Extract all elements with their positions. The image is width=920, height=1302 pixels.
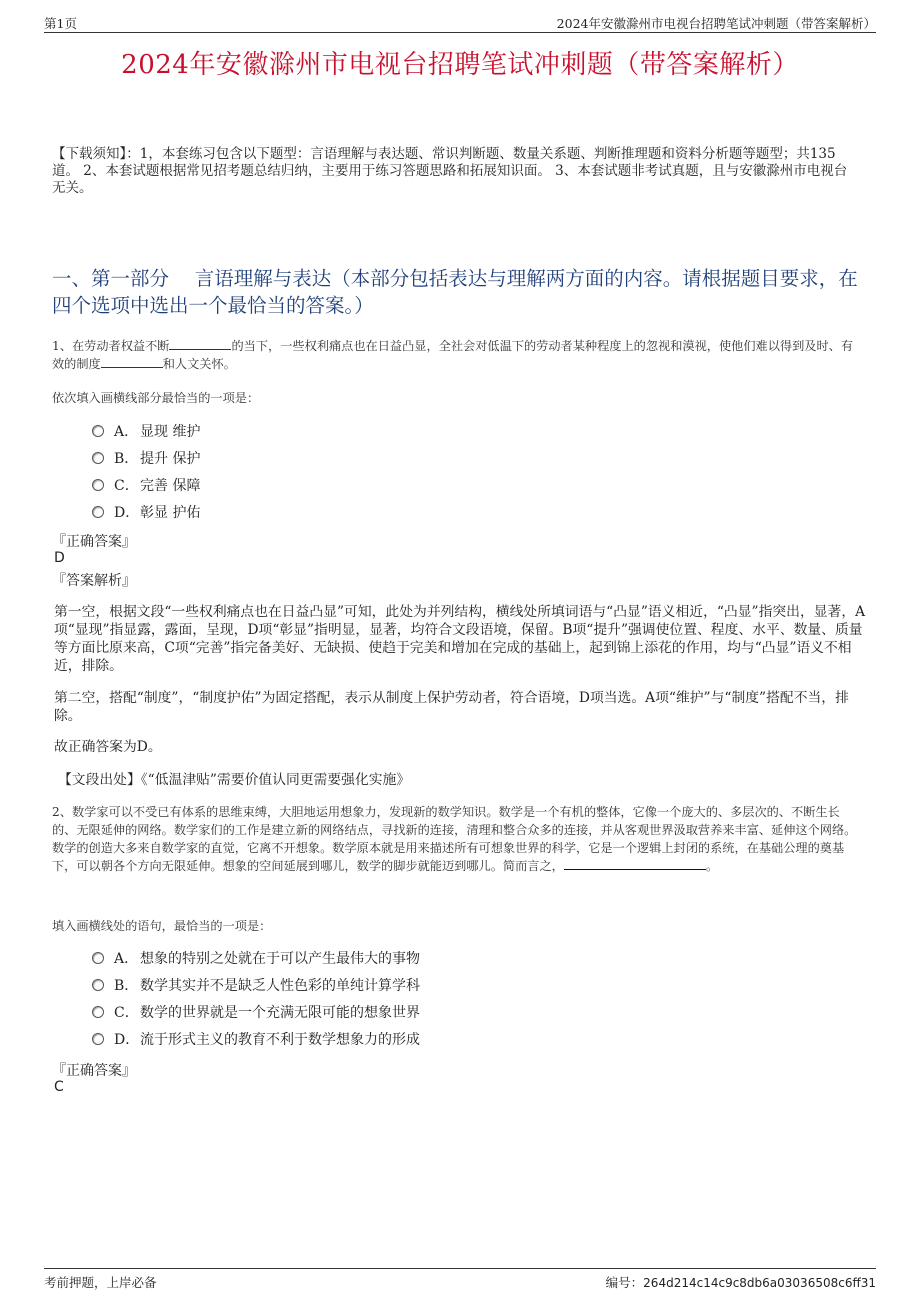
fill-blank (564, 857, 676, 870)
fill-blank (101, 355, 163, 368)
radio-icon[interactable] (92, 452, 104, 464)
q1-answer: D (54, 550, 65, 566)
section-title: 一、第一部分 言语理解与表达（本部分包括表达与理解两方面的内容。请根据题目要求，在四个选项中选出一个最恰当的答案。） (52, 267, 858, 317)
page-number: 第1页 (44, 16, 77, 31)
q1-analysis-2: 第二空，搭配“制度”，“制度护佑”为固定搭配，表示从制度上保护劳动者，符合语境，D项当选。A项“维护”与“制度”搭配不当，排除。 (54, 690, 849, 724)
q2-option-a[interactable]: A． 想象的特别之处就在于可以产生最伟大的事物 (92, 949, 420, 969)
fill-blank (676, 857, 706, 870)
question-1-stem: 1、在劳动者权益不断 的当下，一些权利痛点也在日益凸显，全社会对低温下的劳动者某种程度上的忽视和漠视，使他们难以得到及时、有效的制度 和人文关怀。 (52, 339, 854, 371)
q1-analysis-1: 第一空，根据文段“一些权利痛点也在日益凸显”可知，此处为并列结构，横线处所填词语与“凸显”语义相近，“凸显”指突出，显著，A项“显现”指显露，露面，呈现，D项“彰显”指明显，显著，均符合文段语境，保留。B项“提升”强调使位置、程度、水平、数量、质量等方面比原来高，C项“完善”指完备美好、无缺损、使趋于完美和增加在完成的基础上，起到锦上添花的作用，均与“凸显”语义不相近，排除。 (54, 604, 866, 674)
q1-conclusion: 故正确答案为D。 (54, 739, 162, 755)
q1-source: 【文段出处】《“低温津贴”需要价值认同更需要强化实施》 (58, 772, 411, 788)
download-notice: 【下载须知】：1，本套练习包含以下题型：言语理解与表达题、常识判断题、数量关系题、判断推理题和资料分析题等题型；共135道。 2、本套试题根据常见招考题总结归纳，主要用于练习答题思路和拓展知识面。 3、本套试题非考试真题，且与安徽滁州市电视台无关。 (52, 146, 848, 196)
radio-icon[interactable] (92, 506, 104, 518)
radio-icon[interactable] (92, 479, 104, 491)
document-title: 2024年安徽滁州市电视台招聘笔试冲刺题（带答案解析） (121, 50, 799, 80)
q2-answer-label: 『正确答案』 (52, 1063, 136, 1079)
q1-analysis-label: 『答案解析』 (52, 573, 136, 589)
radio-icon[interactable] (92, 1006, 104, 1018)
radio-icon[interactable] (92, 425, 104, 437)
fill-blank (169, 337, 231, 350)
q1-option-c[interactable]: C．完善 保障 (92, 476, 200, 496)
question-2-stem: 2、数学家可以不受已有体系的思维束缚，大胆地运用想象力，发现新的数学知识。数学是一个有机的整体，它像一个庞大的、多层次的、不断生长的、无限延伸的网络。数学家们的工作是建立新的网络结点，寻找新的连接，清理和整合众多的连接，并从客观世界汲取营养来丰富、延伸这个网络。数学的创造大多来自数学家的直觉，它离不开想象。数学原本就是用来描述所有可想象世界的科学，它是一个逻辑上封闭的系统，在基础公理的奠基下，可以朝各个方向无限延伸。想象的空间延展到哪儿，数学的脚步就能迈到哪儿。简而言之， 。 (52, 805, 857, 873)
q1-option-d[interactable]: D．彰显 护佑 (92, 503, 200, 523)
q1-answer-label: 『正确答案』 (52, 534, 136, 550)
q1-option-b[interactable]: B． 提升 保护 (92, 449, 200, 469)
radio-icon[interactable] (92, 1033, 104, 1045)
radio-icon[interactable] (92, 952, 104, 964)
page-header (44, 12, 876, 33)
radio-icon[interactable] (92, 979, 104, 991)
q1-option-a[interactable]: A． 显现 维护 (92, 422, 200, 442)
question-2-instruction: 填入画横线处的语句，最恰当的一项是： (52, 919, 272, 933)
q2-option-b[interactable]: B． 数学其实并不是缺乏人性色彩的单纯计算学科 (92, 976, 420, 996)
q2-option-d[interactable]: D．流于形式主义的教育不利于数学想象力的形成 (92, 1030, 420, 1050)
q2-answer: C (54, 1079, 64, 1095)
document-code: 编号：264d214c14c9c8db6a03036508c6ff31 (605, 1275, 876, 1290)
header-doc-title: 2024年安徽滁州市电视台招聘笔试冲刺题（带答案解析） (556, 16, 876, 31)
q2-option-c[interactable]: C．数学的世界就是一个充满无限可能的想象世界 (92, 1003, 420, 1023)
footer-slogan: 考前押题，上岸必备 (44, 1275, 157, 1290)
page-footer (44, 1268, 876, 1293)
question-1-instruction: 依次填入画横线部分最恰当的一项是： (52, 391, 260, 405)
